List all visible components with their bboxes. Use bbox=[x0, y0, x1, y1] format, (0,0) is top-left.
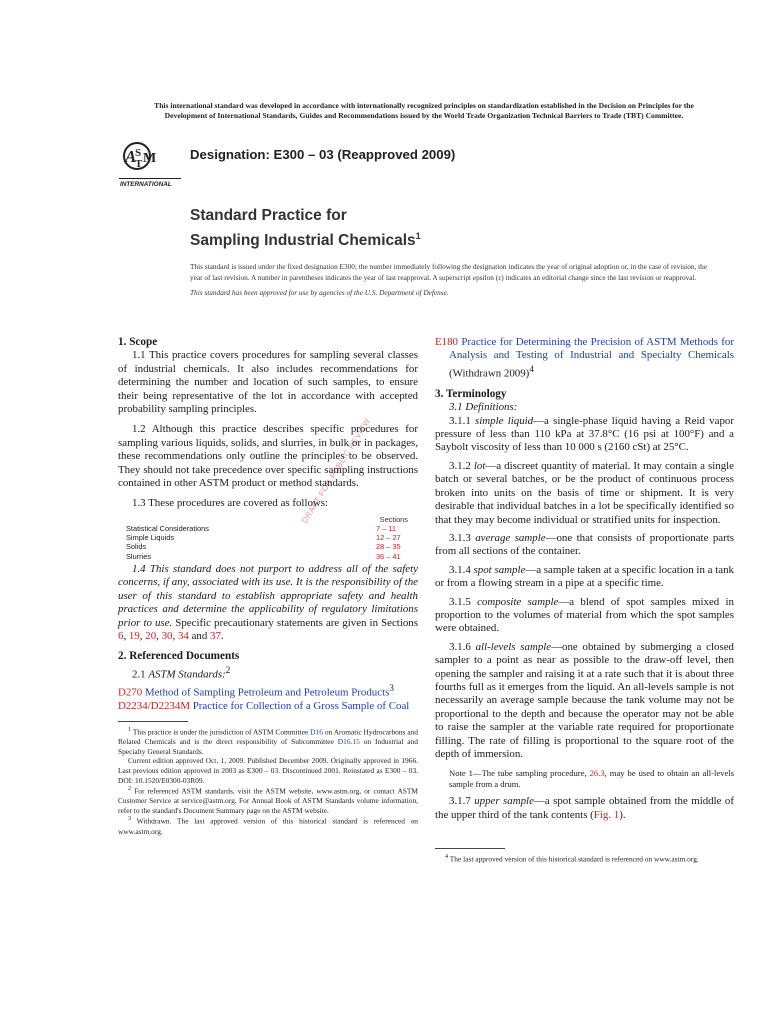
wto-notice bbox=[112, 101, 736, 120]
footnotes-left bbox=[118, 726, 418, 836]
reference-code-link[interactable]: E180 bbox=[435, 336, 458, 348]
footnote-3: $^3$ Withdrawn. The last approved version of this historical standard is referenced on www.astm.org. bbox=[118, 816, 418, 836]
reference-code-link[interactable]: D2234/D2234M bbox=[118, 699, 191, 712]
figure-ref-link[interactable]: Fig. 1 bbox=[593, 808, 620, 821]
definition: 3.1.7 upper sample—a spot sample obtained from the middle of the upper third of the tank contents (Fig. 1). bbox=[435, 795, 734, 821]
table-row: Statistical Considerations 7 – 11 bbox=[126, 524, 416, 533]
reference-entry: D270 Method of Sampling Petroleum and Petroleum Products$^3$ bbox=[118, 682, 394, 699]
svg-text:A: A bbox=[125, 147, 137, 166]
reference-entry bbox=[118, 700, 418, 713]
issuance-text: This standard is issued under the fixed designation E300; the number immediately following the designation indicates the year of original adoption or, in the case of revision, the year of last revision. A number in parentheses indicates the year of last reapproval. A superscript epsilon (ε) indicates an editorial change since the last revision or reapproval. bbox=[190, 262, 708, 282]
para-1-4: 1.4 This standard does not purport to address all of the safety concerns, if any, associated with its use. It is the responsibility of the user of this standard to establish appropriate safety and health practices and determine the applicability of regulatory limitations prior to use. Specific precautionary statements are given in Sections 6, 19, 20, 30, 34 and 37. bbox=[118, 562, 418, 642]
svg-text:S: S bbox=[135, 147, 142, 159]
footnote-ref[interactable]: 2 bbox=[225, 664, 231, 675]
section-ref-link[interactable]: 30 bbox=[161, 629, 173, 642]
table-row: Solids 28 – 35 bbox=[126, 542, 416, 551]
footnote-4: $^4$ The last approved version of this historical standard is referenced on www.astm.org. bbox=[445, 854, 699, 864]
draft-watermark: DRAFT FOR PUBLIC REVIEW bbox=[300, 416, 373, 525]
svg-text:M: M bbox=[143, 151, 157, 166]
section-ref-link[interactable]: 20 bbox=[145, 629, 157, 642]
svg-text:T: T bbox=[135, 158, 143, 170]
designation: Designation: E300 – 03 (Reapproved 2009) bbox=[190, 147, 456, 162]
section-heading-scope: 1. Scope bbox=[118, 336, 158, 348]
section-link[interactable]: 12 – 27 bbox=[376, 533, 401, 543]
footnote-1: $^1$ This practice is under the jurisdiction of ASTM Committee D16 on Aromatic Hydrocarbons and Related Chemicals and is the direct responsibility of Subcommittee D16.15 on Industrial and Specialty General Standards. bbox=[118, 727, 418, 756]
title-line-2: Sampling Industrial Chemicals$^1$ bbox=[190, 231, 421, 250]
section-heading-terminology: 3. Terminology bbox=[435, 387, 507, 400]
sections-table-header: Sections bbox=[379, 514, 408, 524]
reference-title-link[interactable]: Practice for Collection of a Gross Sample of Coal bbox=[192, 699, 410, 712]
right-column bbox=[435, 336, 734, 864]
notice-line-2: Development of International Standards, Guides and Recommendations issued by the World Trade Organization Technical Barriers to Trade (TBT) Committee. bbox=[164, 110, 684, 120]
para-1-1: 1.1 This practice covers procedures for sampling several classes of industrial chemicals. It also includes recommendations for determining the number and location of such samples, to ensure their being representative of the lot in accordance with accepted probability sampling principles. bbox=[118, 349, 418, 416]
left-column bbox=[118, 336, 418, 836]
note-1: Note 1—The tube sampling procedure, 26.3, may be used to obtain an all-levels sample from a drum. bbox=[449, 768, 734, 790]
para-3-1: 3.1 Definitions: bbox=[449, 401, 518, 414]
committee-link[interactable]: D16 bbox=[310, 727, 323, 737]
logo-caption: INTERNATIONAL bbox=[120, 181, 172, 188]
section-link[interactable]: 28 – 35 bbox=[376, 542, 401, 552]
definition: 3.1.4 spot sample—a sample taken at a specific location in a tank or from a flowing stream in a pipe at a specific time. bbox=[435, 563, 735, 590]
reference-code-link[interactable]: D270 bbox=[118, 686, 143, 699]
definition: 3.1.5 composite sample—a blend of spot samples mixed in proportion to the volumes of material from which the spot samples were obtained. bbox=[435, 595, 734, 635]
notice-line-1: This international standard was developed in accordance with internationally recognized principles on standardization established in the Decision on Principles for the bbox=[154, 101, 694, 110]
title-line-1: Standard Practice for bbox=[190, 207, 347, 224]
definition: 3.1.1 simple liquid—a single-phase liquid having a Reid vapor pressure of less than 110 kPa at 37.8°C (16 psi at 100°F) and a Saybolt viscosity of less than 10 000 s (2160 cSt) at 25°C. bbox=[435, 414, 734, 454]
para-2-1: 2.1 ASTM Standards:$^2$ bbox=[132, 664, 231, 681]
footnote-2: $^2$ For referenced ASTM standards, visit the ASTM website, www.astm.org, or contact ASTM Customer Service at service@astm.org. For Annual Book of ASTM Standards volume information, refer to the standard's Document Summary page on the ASTM website. bbox=[118, 786, 418, 815]
section-ref-link[interactable]: 37 bbox=[210, 629, 221, 642]
definition: 3.1.3 average sample—one that consists of proportionate parts from all sections of the container. bbox=[435, 531, 734, 558]
sections-table bbox=[126, 515, 416, 561]
para-1-2: 1.2 Although this practice describes specific procedures for sampling various liquids, solids, and slurries, in bulk or in packages, these recommendations only outline the principles to be observed. They should not take precedence over specific sampling instructions contained in other ASTM product or method standards. bbox=[118, 423, 418, 490]
table-row: Slurries 36 – 41 bbox=[126, 552, 416, 561]
reference-title-link[interactable]: Practice for Determining the Precision of ASTM Methods for Analysis and Testing of Industrial and Specialty Chemicals bbox=[449, 336, 734, 362]
footnote-divider bbox=[435, 848, 505, 849]
section-ref-link[interactable]: 34 bbox=[177, 629, 189, 642]
issuance-statement bbox=[190, 262, 710, 299]
title-footnote-ref[interactable]: 1 bbox=[415, 231, 421, 241]
section-ref-link[interactable]: 6 bbox=[118, 629, 124, 642]
reference-entry: E180 Practice for Determining the Precision of ASTM Methods for Analysis and Testing of Industrial and Specialty Chemicals (Withdrawn 2009)$^4$ bbox=[435, 336, 734, 380]
subcommittee-link[interactable]: D16.15 bbox=[337, 737, 360, 747]
dod-approval-text: This standard has been approved for use by agencies of the U.S. Department of Defense. bbox=[190, 288, 449, 297]
astm-logo-icon bbox=[119, 136, 181, 188]
section-ref-link[interactable]: 19 bbox=[128, 629, 140, 642]
reference-title-link[interactable]: Method of Sampling Petroleum and Petroleum Products bbox=[144, 686, 390, 699]
table-row: Simple Liquids 12 – 27 bbox=[126, 533, 416, 542]
para-1-3: 1.3 These procedures are covered as follows: bbox=[132, 497, 329, 510]
section-link[interactable]: 7 – 11 bbox=[376, 524, 396, 534]
definition: 3.1.6 all-levels sample—one obtained by submerging a closed sampler to a point as near as possible to the draw-off level, then opening the sampler and raising it at a rate such that it is about three fourths full as it emerges from the liquid. An all-levels sample is not necessarily an average sample because the tank volume may not be proportional to the depth and because the operator may not be able to raise the sampler at the variable rate required for proportionate filling. The rate of filling is proportional to the square root of the depth of immersion. bbox=[435, 640, 734, 760]
section-link[interactable]: 36 – 41 bbox=[376, 551, 401, 561]
footnote-divider bbox=[118, 721, 188, 722]
footnote-1-edition: Current edition approved Oct. 1, 2009. Published December 2009. Originally approved in 1966. Last previous edition approved in 2003 as E300 – 03. Discontinued 2001. Reinstated as E300 – 03. DOI: 10.1520/E0300-03R09. bbox=[118, 756, 418, 785]
definition: 3.1.2 lot—a discreet quantity of material. It may contain a single batch or several batches, or be the product of continuous process broken into units on the basis of time or shipment. It is very desirable that individual batches in a lot be specifically identified so that they may become individual or stratified units for inspection. bbox=[435, 459, 734, 526]
standard-title bbox=[190, 206, 421, 251]
section-heading-referenced-documents: 2. Referenced Documents bbox=[118, 650, 240, 663]
section-ref-link[interactable]: 26.3 bbox=[589, 768, 605, 779]
footnotes-right bbox=[435, 853, 734, 864]
